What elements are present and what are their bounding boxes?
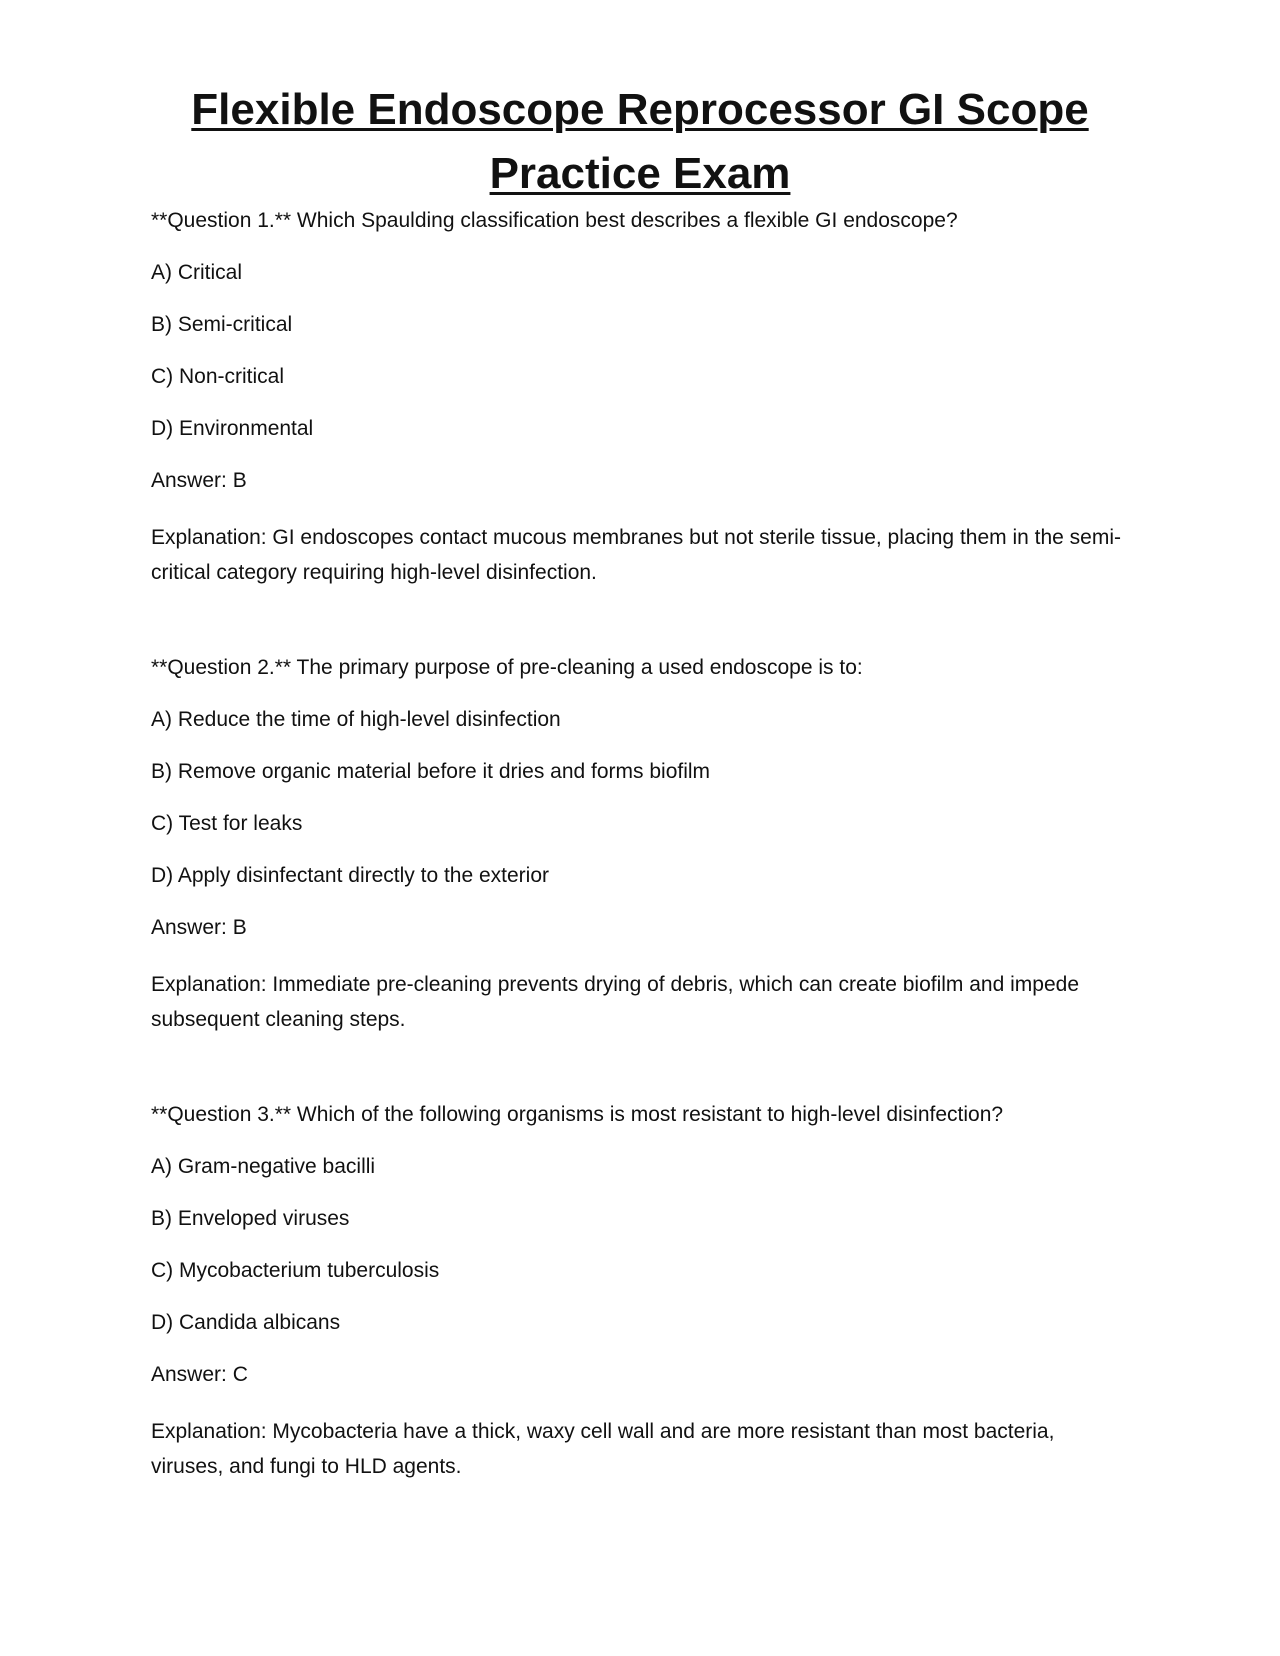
page-title [150, 78, 1130, 206]
option-d: D) Environmental [151, 417, 314, 440]
option-a: A) Reduce the time of high-level disinfection [151, 708, 561, 731]
option-d: D) Candida albicans [151, 1311, 341, 1334]
option-c: C) Test for leaks [151, 812, 303, 835]
title-line-2: Practice Exam [489, 149, 791, 198]
option-d: D) Apply disinfectant directly to the exterior [151, 864, 550, 887]
question-prompt: **Question 2.** The primary purpose of pre-cleaning a used endoscope is to: [151, 656, 863, 679]
option-b: B) Semi-critical [151, 313, 293, 336]
spacer [151, 590, 1131, 655]
option-b: B) Enveloped viruses [151, 1207, 350, 1230]
question-prompt: **Question 3.** Which of the following organisms is most resistant to high-level disinfection? [151, 1103, 1004, 1126]
question-1 [151, 208, 1131, 590]
title-line-1: Flexible Endoscope Reprocessor GI Scope [191, 85, 1089, 134]
option-a: A) Critical [151, 261, 243, 284]
questions-list [151, 208, 1131, 1484]
explanation: Explanation: Immediate pre-cleaning prevents drying of debris, which can create biofilm and impede subsequent cleaning steps. [151, 973, 1079, 1031]
spacer [151, 1037, 1131, 1102]
answer: Answer: B [151, 469, 247, 492]
explanation: Explanation: GI endoscopes contact mucous membranes but not sterile tissue, placing them in the semi-critical category requiring high-level disinfection. [151, 526, 1121, 584]
option-c: C) Mycobacterium tuberculosis [151, 1259, 440, 1282]
answer: Answer: C [151, 1363, 248, 1386]
option-c: C) Non-critical [151, 365, 285, 388]
answer: Answer: B [151, 916, 247, 939]
option-b: B) Remove organic material before it dries and forms biofilm [151, 760, 711, 783]
option-a: A) Gram-negative bacilli [151, 1155, 376, 1178]
question-2 [151, 655, 1131, 1037]
question-prompt: **Question 1.** Which Spaulding classification best describes a flexible GI endoscope? [151, 209, 958, 232]
question-3 [151, 1102, 1131, 1484]
explanation: Explanation: Mycobacteria have a thick, waxy cell wall and are more resistant than most bacteria, viruses, and fungi to HLD agents. [151, 1420, 1055, 1478]
